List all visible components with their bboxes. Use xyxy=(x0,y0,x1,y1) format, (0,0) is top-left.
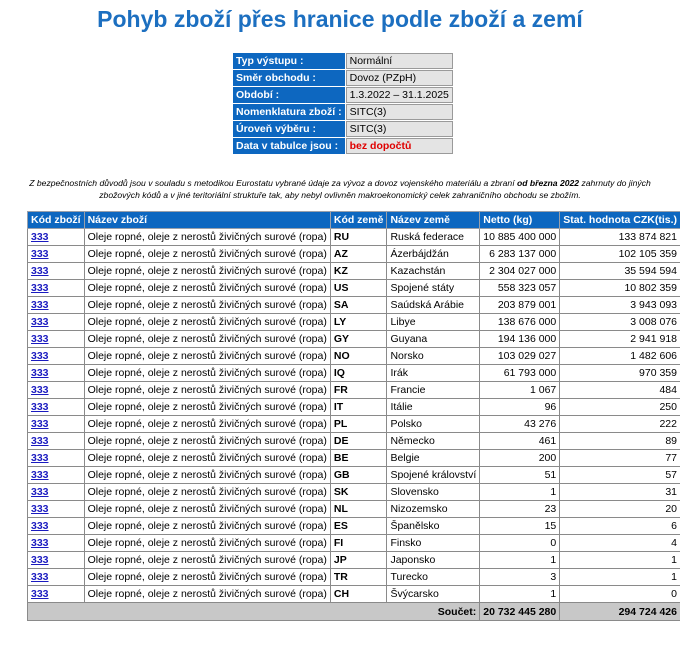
parameters-table xyxy=(232,52,454,155)
param-label: Typ výstupu : xyxy=(233,53,345,69)
netto-cell: 1 xyxy=(480,552,560,569)
country-name-cell: Japonsko xyxy=(387,552,480,569)
country-code-cell: NO xyxy=(330,348,387,365)
commodity-name-cell: Oleje ropné, oleje z nerostů živičných surové (ropa) xyxy=(84,280,330,297)
country-name-cell: Irák xyxy=(387,365,480,382)
country-code-cell: GY xyxy=(330,331,387,348)
table-row xyxy=(28,297,680,314)
commodity-code-cell xyxy=(28,331,85,348)
header-commodity-code: Kód zboží xyxy=(28,212,85,229)
country-name-cell: Spojené království xyxy=(387,467,480,484)
commodity-code-cell xyxy=(28,569,85,586)
param-value: Normální xyxy=(346,53,453,69)
commodity-name-cell: Oleje ropné, oleje z nerostů živičných surové (ropa) xyxy=(84,518,330,535)
table-row xyxy=(28,535,680,552)
commodity-code-link[interactable]: 333 xyxy=(31,316,49,328)
country-name-cell: Švýcarsko xyxy=(387,586,480,603)
param-label: Období : xyxy=(233,87,345,103)
netto-cell: 138 676 000 xyxy=(480,314,560,331)
commodity-code-link[interactable]: 333 xyxy=(31,350,49,362)
stat-value-cell: 133 874 821 xyxy=(560,229,680,246)
country-code-cell: RU xyxy=(330,229,387,246)
results-table xyxy=(27,211,680,621)
commodity-code-link[interactable]: 333 xyxy=(31,265,49,277)
netto-cell: 10 885 400 000 xyxy=(480,229,560,246)
table-row xyxy=(28,229,680,246)
param-value: 1.3.2022 – 31.1.2025 xyxy=(346,87,453,103)
commodity-code-cell xyxy=(28,246,85,263)
param-value: bez dopočtů xyxy=(346,138,453,154)
header-commodity-name: Název zboží xyxy=(84,212,330,229)
commodity-code-link[interactable]: 333 xyxy=(31,469,49,481)
stat-value-cell: 102 105 359 xyxy=(560,246,680,263)
commodity-code-cell xyxy=(28,280,85,297)
commodity-name-cell: Oleje ropné, oleje z nerostů živičných surové (ropa) xyxy=(84,433,330,450)
netto-cell: 103 029 027 xyxy=(480,348,560,365)
commodity-name-cell: Oleje ropné, oleje z nerostů živičných surové (ropa) xyxy=(84,501,330,518)
country-name-cell: Španělsko xyxy=(387,518,480,535)
commodity-code-cell xyxy=(28,229,85,246)
param-value: Dovoz (PZpH) xyxy=(346,70,453,86)
total-row xyxy=(28,603,680,621)
country-name-cell: Guyana xyxy=(387,331,480,348)
country-name-cell: Saúdská Arábie xyxy=(387,297,480,314)
stat-value-cell: 77 xyxy=(560,450,680,467)
header-stat-value: Stat. hodnota CZK(tis.) xyxy=(560,212,680,229)
country-code-cell: KZ xyxy=(330,263,387,280)
commodity-code-link[interactable]: 333 xyxy=(31,571,49,583)
stat-value-cell: 3 943 093 xyxy=(560,297,680,314)
commodity-code-link[interactable]: 333 xyxy=(31,554,49,566)
commodity-code-cell xyxy=(28,467,85,484)
param-row xyxy=(233,87,453,103)
commodity-name-cell: Oleje ropné, oleje z nerostů živičných surové (ropa) xyxy=(84,586,330,603)
netto-cell: 15 xyxy=(480,518,560,535)
commodity-code-cell xyxy=(28,450,85,467)
table-row xyxy=(28,433,680,450)
commodity-code-cell xyxy=(28,433,85,450)
commodity-code-link[interactable]: 333 xyxy=(31,248,49,260)
commodity-name-cell: Oleje ropné, oleje z nerostů živičných surové (ropa) xyxy=(84,535,330,552)
country-code-cell: PL xyxy=(330,416,387,433)
table-row xyxy=(28,586,680,603)
table-header-row xyxy=(28,212,680,229)
commodity-name-cell: Oleje ropné, oleje z nerostů živičných surové (ropa) xyxy=(84,229,330,246)
stat-value-cell: 31 xyxy=(560,484,680,501)
commodity-name-cell: Oleje ropné, oleje z nerostů živičných surové (ropa) xyxy=(84,552,330,569)
commodity-code-link[interactable]: 333 xyxy=(31,299,49,311)
stat-value-cell: 10 802 359 xyxy=(560,280,680,297)
country-code-cell: TR xyxy=(330,569,387,586)
commodity-code-link[interactable]: 333 xyxy=(31,384,49,396)
stat-value-cell: 0 xyxy=(560,586,680,603)
commodity-code-link[interactable]: 333 xyxy=(31,418,49,430)
netto-cell: 43 276 xyxy=(480,416,560,433)
netto-cell: 461 xyxy=(480,433,560,450)
country-name-cell: Kazachstán xyxy=(387,263,480,280)
commodity-name-cell: Oleje ropné, oleje z nerostů živičných surové (ropa) xyxy=(84,467,330,484)
stat-value-cell: 6 xyxy=(560,518,680,535)
commodity-name-cell: Oleje ropné, oleje z nerostů živičných surové (ropa) xyxy=(84,450,330,467)
header-country-code: Kód země xyxy=(330,212,387,229)
commodity-name-cell: Oleje ropné, oleje z nerostů živičných surové (ropa) xyxy=(84,331,330,348)
commodity-code-cell xyxy=(28,518,85,535)
commodity-code-link[interactable]: 333 xyxy=(31,520,49,532)
total-netto: 20 732 445 280 xyxy=(480,603,560,621)
stat-value-cell: 89 xyxy=(560,433,680,450)
commodity-code-link[interactable]: 333 xyxy=(31,452,49,464)
country-code-cell: LY xyxy=(330,314,387,331)
stat-value-cell: 1 482 606 xyxy=(560,348,680,365)
country-name-cell: Polsko xyxy=(387,416,480,433)
note-text-bold: od března 2022 xyxy=(517,178,579,188)
country-name-cell: Ruská federace xyxy=(387,229,480,246)
note-text-after: zahrnuty do jiných zbožových kódů a v jiné teritoriální struktuře tak, aby nebyl ovlivněn makroekonomický celek zahraničního obchodu se zbožím. xyxy=(99,178,651,200)
table-row xyxy=(28,382,680,399)
table-row xyxy=(28,501,680,518)
table-row xyxy=(28,518,680,535)
commodity-code-cell xyxy=(28,535,85,552)
table-row xyxy=(28,331,680,348)
country-code-cell: SA xyxy=(330,297,387,314)
commodity-name-cell: Oleje ropné, oleje z nerostů živičných surové (ropa) xyxy=(84,382,330,399)
stat-value-cell: 250 xyxy=(560,399,680,416)
table-row xyxy=(28,467,680,484)
table-row xyxy=(28,416,680,433)
commodity-code-link[interactable]: 333 xyxy=(31,333,49,345)
country-code-cell: IQ xyxy=(330,365,387,382)
country-code-cell: FR xyxy=(330,382,387,399)
netto-cell: 3 xyxy=(480,569,560,586)
param-label: Úroveň výběru : xyxy=(233,121,345,137)
param-row xyxy=(233,138,453,154)
commodity-code-cell xyxy=(28,348,85,365)
netto-cell: 1 xyxy=(480,484,560,501)
commodity-code-link[interactable]: 333 xyxy=(31,537,49,549)
country-name-cell: Turecko xyxy=(387,569,480,586)
country-code-cell: FI xyxy=(330,535,387,552)
stat-value-cell: 35 594 594 xyxy=(560,263,680,280)
country-code-cell: JP xyxy=(330,552,387,569)
netto-cell: 51 xyxy=(480,467,560,484)
country-name-cell: Norsko xyxy=(387,348,480,365)
param-value: SITC(3) xyxy=(346,121,453,137)
commodity-name-cell: Oleje ropné, oleje z nerostů živičných surové (ropa) xyxy=(84,246,330,263)
commodity-name-cell: Oleje ropné, oleje z nerostů živičných surové (ropa) xyxy=(84,416,330,433)
param-value: SITC(3) xyxy=(346,104,453,120)
stat-value-cell: 1 xyxy=(560,569,680,586)
stat-value-cell: 222 xyxy=(560,416,680,433)
param-row xyxy=(233,70,453,86)
commodity-code-cell xyxy=(28,586,85,603)
country-name-cell: Finsko xyxy=(387,535,480,552)
param-label: Data v tabulce jsou : xyxy=(233,138,345,154)
country-name-cell: Nizozemsko xyxy=(387,501,480,518)
commodity-name-cell: Oleje ropné, oleje z nerostů živičných surové (ropa) xyxy=(84,484,330,501)
netto-cell: 1 xyxy=(480,586,560,603)
country-name-cell: Slovensko xyxy=(387,484,480,501)
table-row xyxy=(28,552,680,569)
total-stat-value: 294 724 426 xyxy=(560,603,680,621)
table-row xyxy=(28,365,680,382)
country-name-cell: Ázerbájdžán xyxy=(387,246,480,263)
commodity-name-cell: Oleje ropné, oleje z nerostů živičných surové (ropa) xyxy=(84,263,330,280)
stat-value-cell: 3 008 076 xyxy=(560,314,680,331)
stat-value-cell: 20 xyxy=(560,501,680,518)
table-row xyxy=(28,280,680,297)
table-row xyxy=(28,450,680,467)
commodity-code-cell xyxy=(28,314,85,331)
commodity-code-link[interactable]: 333 xyxy=(31,486,49,498)
table-row xyxy=(28,399,680,416)
stat-value-cell: 484 xyxy=(560,382,680,399)
table-row xyxy=(28,263,680,280)
commodity-name-cell: Oleje ropné, oleje z nerostů živičných surové (ropa) xyxy=(84,399,330,416)
country-code-cell: GB xyxy=(330,467,387,484)
commodity-name-cell: Oleje ropné, oleje z nerostů živičných surové (ropa) xyxy=(84,297,330,314)
commodity-code-cell xyxy=(28,399,85,416)
country-name-cell: Libye xyxy=(387,314,480,331)
netto-cell: 194 136 000 xyxy=(480,331,560,348)
commodity-code-link[interactable]: 333 xyxy=(31,282,49,294)
country-name-cell: Belgie xyxy=(387,450,480,467)
country-code-cell: BE xyxy=(330,450,387,467)
country-code-cell: AZ xyxy=(330,246,387,263)
param-label: Nomenklatura zboží : xyxy=(233,104,345,120)
commodity-name-cell: Oleje ropné, oleje z nerostů živičných surové (ropa) xyxy=(84,348,330,365)
country-name-cell: Německo xyxy=(387,433,480,450)
netto-cell: 2 304 027 000 xyxy=(480,263,560,280)
commodity-code-link[interactable]: 333 xyxy=(31,435,49,447)
table-row xyxy=(28,484,680,501)
country-code-cell: CH xyxy=(330,586,387,603)
netto-cell: 0 xyxy=(480,535,560,552)
netto-cell: 200 xyxy=(480,450,560,467)
country-code-cell: IT xyxy=(330,399,387,416)
commodity-code-link[interactable]: 333 xyxy=(31,503,49,515)
netto-cell: 96 xyxy=(480,399,560,416)
commodity-code-link[interactable]: 333 xyxy=(31,367,49,379)
param-label: Směr obchodu : xyxy=(233,70,345,86)
header-netto: Netto (kg) xyxy=(480,212,560,229)
commodity-name-cell: Oleje ropné, oleje z nerostů živičných surové (ropa) xyxy=(84,569,330,586)
stat-value-cell: 57 xyxy=(560,467,680,484)
table-row xyxy=(28,314,680,331)
commodity-code-cell xyxy=(28,382,85,399)
param-row xyxy=(233,121,453,137)
netto-cell: 23 xyxy=(480,501,560,518)
country-code-cell: DE xyxy=(330,433,387,450)
country-code-cell: US xyxy=(330,280,387,297)
note-text-before: Z bezpečnostních důvodů jsou v souladu s metodikou Eurostatu vybrané údaje za vývoz a dovoz vojenského materiálu a zbraní xyxy=(29,178,517,188)
country-name-cell: Spojené státy xyxy=(387,280,480,297)
table-row xyxy=(28,348,680,365)
commodity-code-cell xyxy=(28,297,85,314)
security-note xyxy=(8,177,672,201)
commodity-code-cell xyxy=(28,365,85,382)
commodity-code-cell xyxy=(28,263,85,280)
netto-cell: 1 067 xyxy=(480,382,560,399)
table-row xyxy=(28,246,680,263)
netto-cell: 6 283 137 000 xyxy=(480,246,560,263)
commodity-code-link[interactable]: 333 xyxy=(31,401,49,413)
stat-value-cell: 970 359 xyxy=(560,365,680,382)
stat-value-cell: 2 941 918 xyxy=(560,331,680,348)
stat-value-cell: 1 xyxy=(560,552,680,569)
table-row xyxy=(28,569,680,586)
country-name-cell: Francie xyxy=(387,382,480,399)
commodity-code-link[interactable]: 333 xyxy=(31,588,49,600)
commodity-name-cell: Oleje ropné, oleje z nerostů živičných surové (ropa) xyxy=(84,314,330,331)
country-code-cell: SK xyxy=(330,484,387,501)
country-code-cell: NL xyxy=(330,501,387,518)
page-title: Pohyb zboží přes hranice podle zboží a zemí xyxy=(0,4,680,34)
country-code-cell: ES xyxy=(330,518,387,535)
netto-cell: 558 323 057 xyxy=(480,280,560,297)
commodity-code-cell xyxy=(28,484,85,501)
commodity-code-cell xyxy=(28,501,85,518)
header-country-name: Název země xyxy=(387,212,480,229)
netto-cell: 61 793 000 xyxy=(480,365,560,382)
param-row xyxy=(233,53,453,69)
total-label: Součet: xyxy=(28,603,480,621)
stat-value-cell: 4 xyxy=(560,535,680,552)
commodity-name-cell: Oleje ropné, oleje z nerostů živičných surové (ropa) xyxy=(84,365,330,382)
netto-cell: 203 879 001 xyxy=(480,297,560,314)
commodity-code-cell xyxy=(28,552,85,569)
commodity-code-link[interactable]: 333 xyxy=(31,231,49,243)
param-row xyxy=(233,104,453,120)
country-name-cell: Itálie xyxy=(387,399,480,416)
commodity-code-cell xyxy=(28,416,85,433)
